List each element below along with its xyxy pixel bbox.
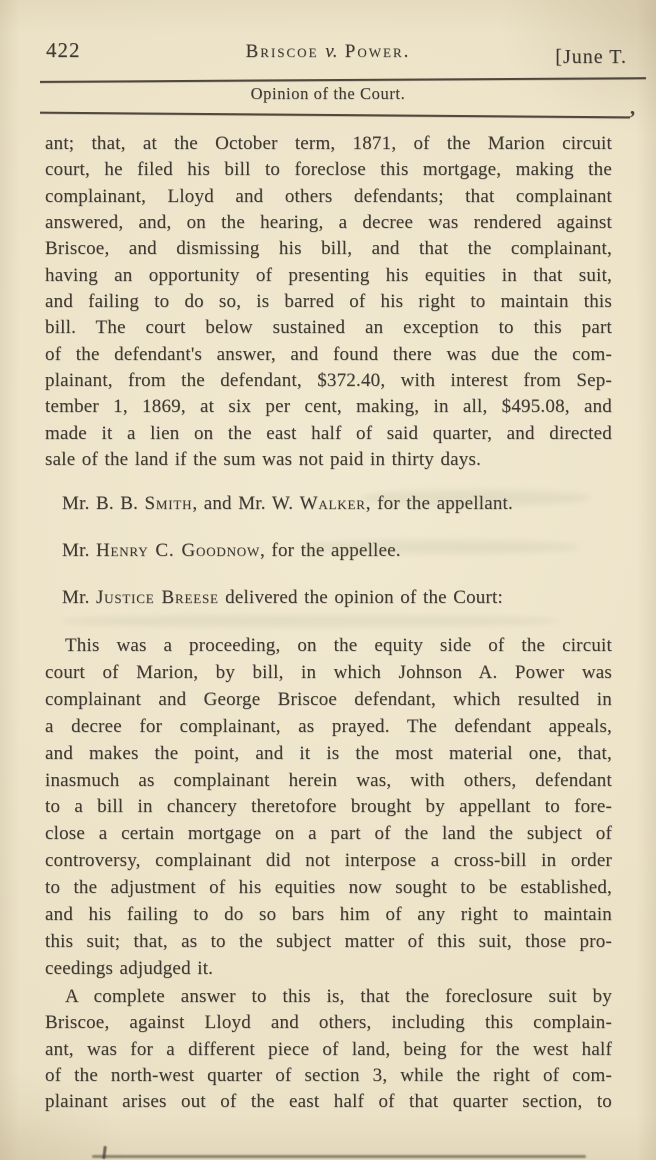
counsel-name: Walker	[299, 493, 366, 514]
text-line: answered, and, on the hearing, a decree was rendered against	[45, 212, 612, 234]
opinion-attribution-line	[62, 587, 612, 609]
rule-end-mark: ’	[629, 107, 636, 129]
text-line: and his failing to do so bars him of any right to maintain	[45, 904, 612, 926]
text-line: made it a lien on the east half of said quarter, and directed	[45, 422, 612, 444]
text-line: and failing to do so, is barred of his right to maintain this	[45, 291, 612, 313]
counsel-text: Mr.	[62, 540, 96, 561]
text-line: plainant, from the defendant, $372.40, with interest from Sep-	[45, 370, 612, 392]
text-line: to the adjustment of his equities now sought to be established,	[45, 877, 612, 899]
running-head: Opinion of the Court.	[250, 84, 406, 103]
text-line: having an opportunity of presenting his equities in that suit,	[45, 264, 612, 286]
text-line: of the defendant's answer, and found there was due the com-	[45, 343, 612, 365]
text-line: This was a proceeding, on the equity side of the circuit	[65, 635, 612, 656]
text-line: inasmuch as complainant herein was, with others, defendant	[45, 769, 612, 791]
counsel-text: , for the appellee.	[260, 540, 401, 561]
attribution-name: Justice Breese	[95, 587, 219, 608]
opinion-paragraph-1	[45, 131, 612, 473]
text-line: close a certain mortgage on a part of the land the subject of	[45, 823, 612, 845]
opinion-paragraph-2	[45, 633, 612, 983]
case-title-versus: v.	[325, 41, 339, 62]
header-rule-bottom	[40, 112, 630, 118]
opinion-paragraph-3	[45, 984, 612, 1116]
text-line: sale of the land if the sum was not paid in thirty days.	[45, 449, 482, 471]
counsel-name: Smith	[144, 493, 193, 514]
page-showthrough-smudge	[60, 615, 560, 627]
counsel-text: , and Mr. W.	[192, 493, 300, 514]
page-showthrough-smudge	[300, 540, 580, 554]
text-line: complainant and George Briscoe defendant, which resulted in	[45, 688, 612, 710]
text-line: this suit; that, as to the subject matter of this suit, those pro-	[45, 930, 612, 952]
text-line: bill. The court below sustained an exception to this part	[45, 317, 612, 339]
text-line: ant, was for a different piece of land, being for the west half	[45, 1038, 612, 1060]
attribution-text: delivered the opinion of the Court:	[218, 587, 503, 608]
counsel-text: , for the appellant.	[365, 493, 513, 514]
text-line: of the north-west quarter of section 3, while the right of com-	[45, 1065, 612, 1087]
counsel-name: Henry C. Goodnow	[95, 540, 261, 561]
case-title-party1: Briscoe	[245, 41, 319, 62]
term-label: [June T.	[555, 46, 627, 68]
text-line: complainant, Lloyd and others defendants; that complainant	[45, 185, 612, 207]
page-number: 422	[46, 38, 81, 62]
attribution-text: Mr.	[62, 587, 96, 608]
text-line: tember 1, 1869, at six per cent, making, in all, $495.08, and	[45, 396, 612, 418]
text-line: ant; that, at the October term, 1871, of the Marion circuit	[45, 133, 612, 154]
text-line: A complete answer to this is, that the foreclosure suit by	[65, 986, 612, 1007]
header-rule-top	[40, 77, 646, 82]
scan-artifact-line	[92, 1155, 586, 1158]
text-line: a decree for complainant, as prayed. The defendant appeals,	[45, 715, 612, 737]
text-line: Briscoe, against Lloyd and others, including this complain-	[45, 1012, 612, 1034]
text-line: controversy, complainant did not interpose a cross-bill in order	[45, 850, 612, 872]
text-line: Briscoe, and dismissing his bill, and that the complainant,	[45, 238, 612, 260]
page-showthrough-smudge	[360, 490, 590, 506]
text-line: to a bill in chancery theretofore brought by appellant to fore-	[45, 796, 612, 818]
text-line: ceedings adjudged it.	[45, 957, 214, 979]
case-title-party2: Power.	[344, 41, 411, 62]
text-line: and makes the point, and it is the most material one, that,	[45, 742, 612, 764]
text-line: court of Marion, by bill, in which Johnson A. Power was	[45, 661, 612, 683]
text-line: plainant arises out of the east half of that quarter section, to	[45, 1091, 612, 1113]
counsel-text: Mr. B. B.	[62, 493, 145, 514]
text-line: court, he filed his bill to foreclose this mortgage, making the	[45, 159, 612, 181]
